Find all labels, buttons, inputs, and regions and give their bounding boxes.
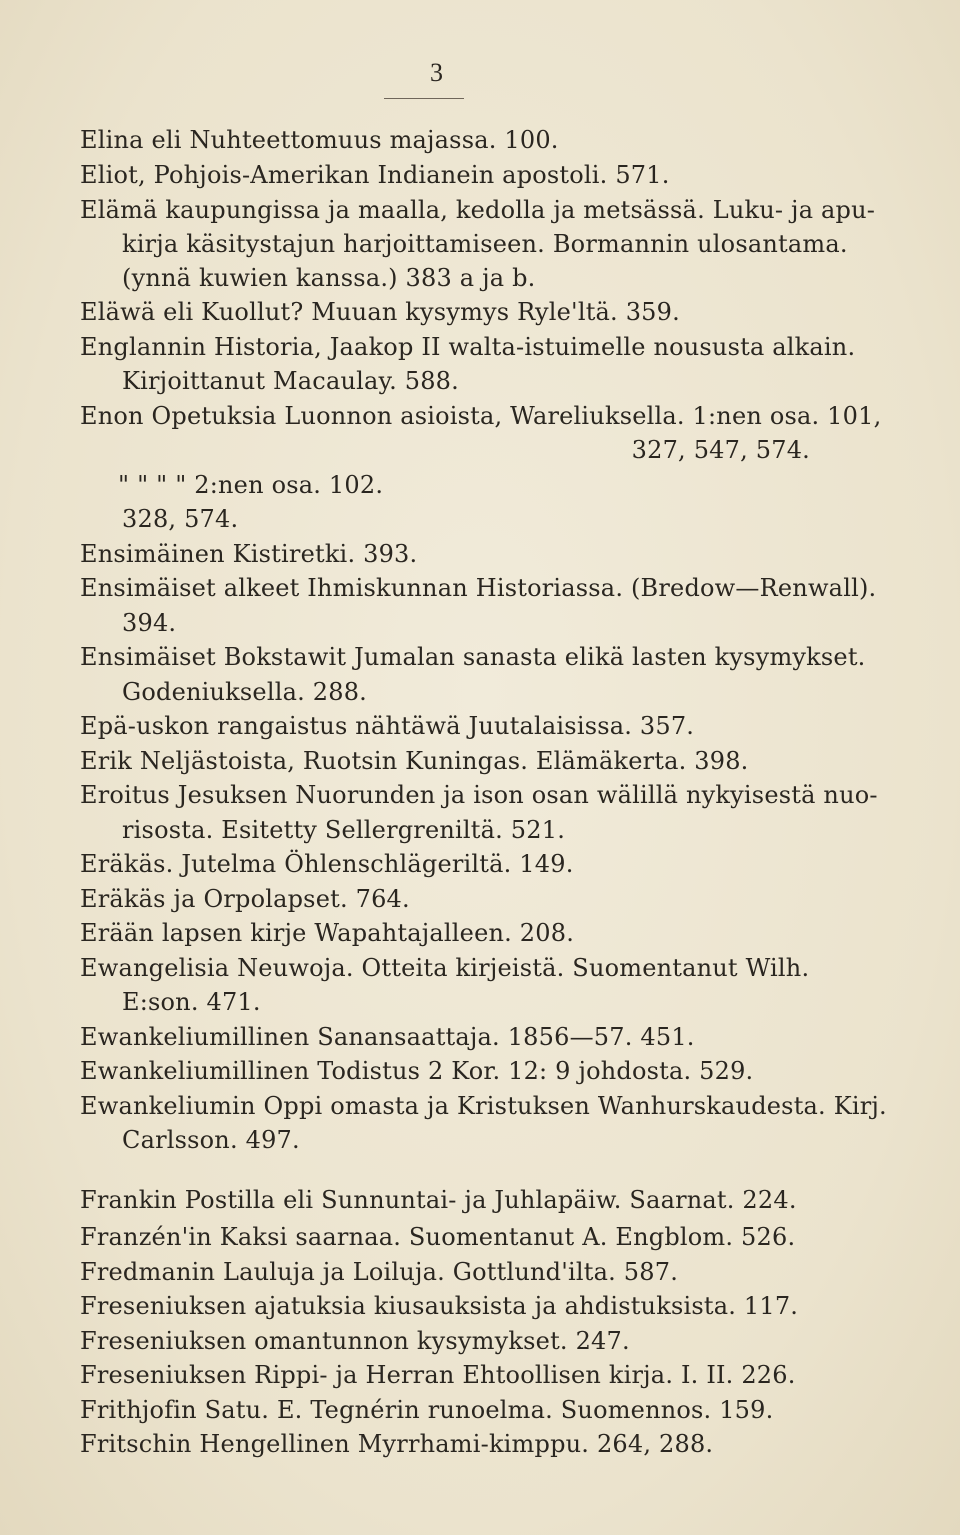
entry-line-continued: E:son. 471. [122, 988, 261, 1016]
entry-line: Frithjofin Satu. E. Tegnérin runoelma. Suomennos. 159. [80, 1396, 774, 1424]
entry-line: Eläwä eli Kuollut? Muuan kysymys Ryle'ltä. 359. [80, 298, 680, 326]
entry-line: Enon Opetuksia Luonnon asioista, Wareliuksella. 1:nen osa. 101, [80, 402, 882, 430]
entry-line-continued: 328, 574. [122, 505, 239, 533]
entry-line: Elämä kaupungissa ja maalla, kedolla ja metsässä. Luku- ja apu- [80, 196, 876, 224]
header-rule [384, 98, 464, 99]
entry-line: Freseniuksen ajatuksia kiusauksista ja ahdistuksista. 117. [80, 1292, 799, 1320]
entry-line-continued: 327, 547, 574. [631, 436, 810, 464]
entry-line: Fritschin Hengellinen Myrrhami-kimppu. 264, 288. [80, 1430, 714, 1458]
entry-line-continued: 394. [122, 609, 177, 637]
entry-line: Ewangelisia Neuwoja. Otteita kirjeistä. Suomentanut Wilh. [80, 954, 810, 982]
entry-line-continued: Carlsson. 497. [122, 1126, 300, 1154]
entry-line: Freseniuksen Rippi- ja Herran Ehtoollisen kirja. I. II. 226. [80, 1361, 796, 1389]
entry-line: Eroitus Jesuksen Nuorunden ja ison osan wälillä nykyisestä nuo- [80, 781, 878, 809]
entry-line: Erik Neljästoista, Ruotsin Kuningas. Elämäkerta. 398. [80, 747, 749, 775]
entry-line-section-start: Frankin Postilla eli Sunnuntai- ja Juhlapäiw. Saarnat. 224. [80, 1186, 797, 1214]
entry-line: Ewankeliumin Oppi omasta ja Kristuksen Wanhurskaudesta. Kirj. [80, 1092, 887, 1120]
entry-line-continued: Kirjoittanut Macaulay. 588. [122, 367, 459, 395]
entry-line-continued: kirja käsitystajun harjoittamiseen. Bormannin ulosantama. [122, 230, 848, 258]
entry-line: Fredmanin Lauluja ja Loiluja. Gottlund'ilta. 587. [80, 1258, 679, 1286]
entry-line: Eräkäs ja Orpolapset. 764. [80, 885, 410, 913]
entry-line: Ensimäiset alkeet Ihmiskunnan Historiassa. (Bredow—Renwall). [80, 574, 877, 602]
entry-line-continued: (ynnä kuwien kanssa.) 383 a ja b. [122, 264, 536, 292]
ditto-line: " " " " 2:nen osa. 102. [118, 471, 384, 499]
entry-line: Eräkäs. Jutelma Öhlenschlägeriltä. 149. [80, 850, 574, 878]
entry-line: Franzén'in Kaksi saarnaa. Suomentanut A. Engblom. 526. [80, 1223, 796, 1251]
entry-line: Epä-uskon rangaistus nähtäwä Juutalaisissa. 357. [80, 712, 695, 740]
entry-line-continued: Godeniuksella. 288. [122, 678, 367, 706]
entry-line: Ewankeliumillinen Sanansaattaja. 1856—57. 451. [80, 1023, 695, 1051]
entry-line: Ewankeliumillinen Todistus 2 Kor. 12: 9 johdosta. 529. [80, 1057, 754, 1085]
entry-line: Eliot, Pohjois-Amerikan Indianein apostoli. 571. [80, 161, 670, 189]
entry-line: Freseniuksen omantunnon kysymykset. 247. [80, 1327, 630, 1355]
page-number: 3 [430, 58, 443, 87]
entry-line-continued: risosta. Esitetty Sellergreniltä. 521. [122, 816, 566, 844]
entry-line: Ensimäiset Bokstawit Jumalan sanasta elikä lasten kysymykset. [80, 643, 866, 671]
entry-line: Englannin Historia, Jaakop II walta-istuimelle noususta alkain. [80, 333, 856, 361]
entry-line: Elina eli Nuhteettomuus majassa. 100. [80, 126, 559, 154]
entry-line: Erään lapsen kirje Wapahtajalleen. 208. [80, 919, 575, 947]
entry-line: Ensimäinen Kistiretki. 393. [80, 540, 418, 568]
